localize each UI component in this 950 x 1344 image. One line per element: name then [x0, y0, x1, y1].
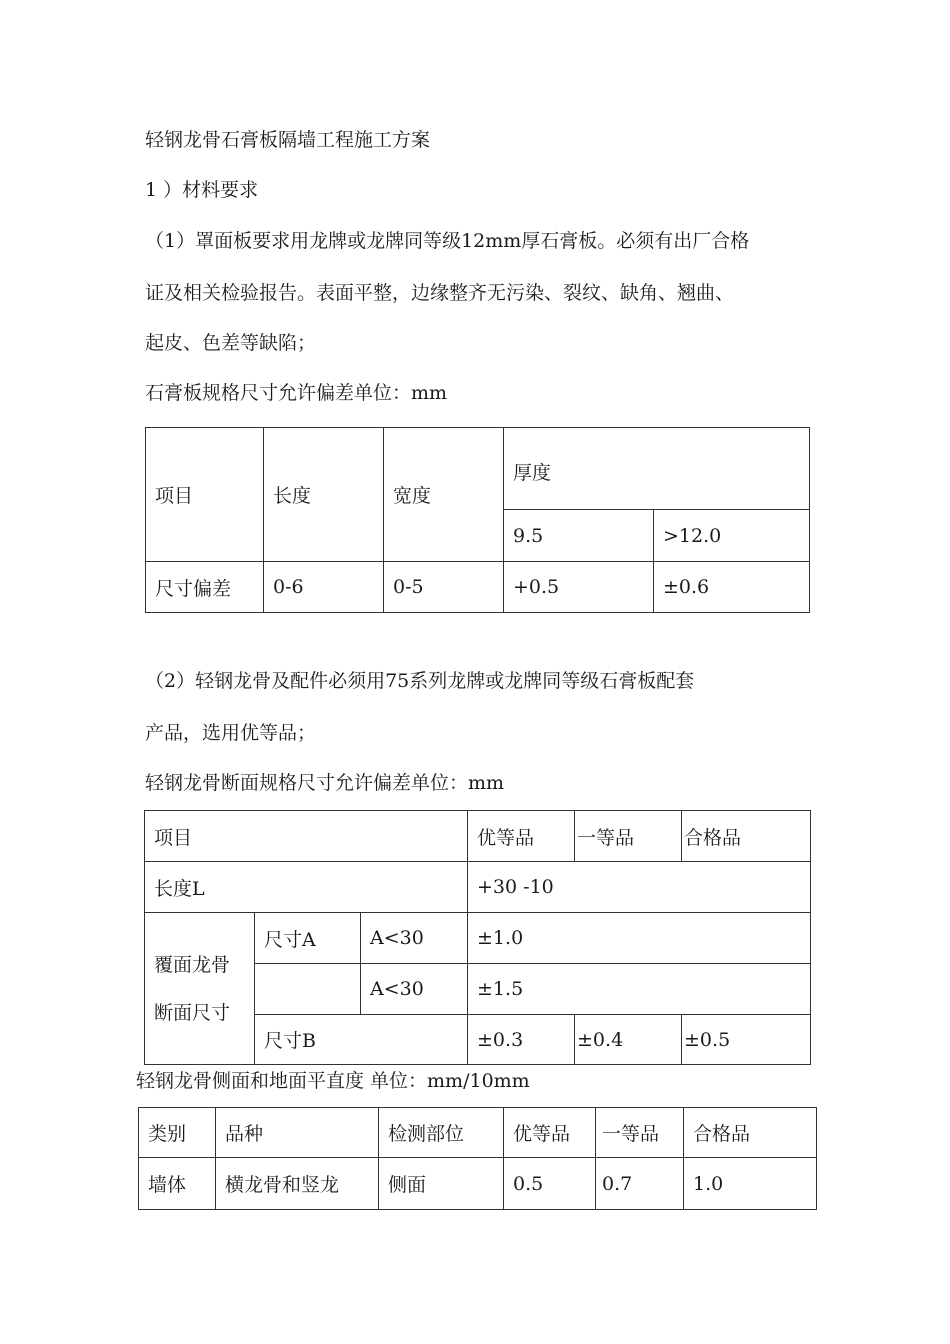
table-3-caption: 轻钢龙骨侧面和地面平直度 单位：mm/10mm [136, 1070, 530, 1092]
cell-length-tolerance: +30 -10 [468, 862, 811, 913]
cell-category: 墙体 [139, 1158, 216, 1210]
cell-grade-first: 0.7 [596, 1158, 684, 1210]
cell-condition-a-1: A<30 [361, 913, 468, 964]
cell-dimension-a-tolerance-2: ±1.5 [468, 964, 811, 1015]
table-2-caption: 轻钢龙骨断面规格尺寸允许偏差单位：mm [145, 772, 505, 794]
cell-test-location: 侧面 [379, 1158, 504, 1210]
cell-width: 0-5 [384, 562, 504, 613]
header-grade-superior: 优等品 [468, 811, 575, 862]
header-thickness: 厚度 [504, 428, 810, 510]
paragraph-2-line-2: 产品，选用优等品； [145, 722, 317, 744]
table-row [145, 913, 811, 964]
header-thickness-9-5: 9.5 [504, 510, 654, 562]
group-label-line-2: 断面尺寸 [154, 1001, 231, 1024]
table-row [146, 428, 810, 510]
keel-straightness-table [138, 1107, 817, 1210]
header-variety: 品种 [216, 1108, 379, 1158]
row-label-dimension-a: 尺寸A [255, 913, 361, 964]
header-grade-first: 一等品 [596, 1108, 684, 1158]
header-grade-superior: 优等品 [504, 1108, 596, 1158]
row-label-size-deviation: 尺寸偏差 [146, 562, 264, 613]
cell-grade-qualified: 1.0 [684, 1158, 817, 1210]
document-title: 轻钢龙骨石膏板隔墙工程施工方案 [145, 129, 431, 151]
cell-empty [255, 964, 361, 1015]
section-heading-materials: 1 ）材料要求 [145, 179, 259, 201]
table-row [139, 1108, 817, 1158]
row-label-dimension-b: 尺寸B [255, 1015, 468, 1065]
table-row [139, 1158, 817, 1210]
header-length: 长度 [264, 428, 384, 562]
cell-thickness-9-5: +0.5 [504, 562, 654, 613]
header-grade-qualified: 合格品 [684, 1108, 817, 1158]
table-row [146, 562, 810, 613]
cell-dimension-b-superior: ±0.3 [468, 1015, 575, 1065]
cell-grade-superior: 0.5 [504, 1158, 596, 1210]
cell-dimension-a-tolerance-1: ±1.0 [468, 913, 811, 964]
cell-variety: 横龙骨和竖龙 [216, 1158, 379, 1210]
group-label-cover-keel-section [145, 913, 255, 1065]
cell-length: 0-6 [264, 562, 384, 613]
cell-dimension-b-qualified: ±0.5 [682, 1015, 811, 1065]
keel-section-tolerance-table [144, 810, 811, 1065]
header-width: 宽度 [384, 428, 504, 562]
row-label-length: 长度L [145, 862, 468, 913]
paragraph-2-line-1: （2）轻钢龙骨及配件必须用75系列龙牌或龙牌同等级石膏板配套 [145, 670, 695, 692]
header-thickness-12: >12.0 [654, 510, 810, 562]
group-label-line-1: 覆面龙骨 [154, 953, 231, 976]
header-test-location: 检测部位 [379, 1108, 504, 1158]
table-row [145, 811, 811, 862]
gypsum-board-tolerance-table [145, 427, 810, 613]
cell-thickness-12: ±0.6 [654, 562, 810, 613]
header-category: 类别 [139, 1108, 216, 1158]
table-1-caption: 石膏板规格尺寸允许偏差单位：mm [145, 382, 448, 404]
cell-condition-a-2: A<30 [361, 964, 468, 1015]
cell-dimension-b-first: ±0.4 [575, 1015, 682, 1065]
header-grade-qualified: 合格品 [682, 811, 811, 862]
header-grade-first: 一等品 [575, 811, 682, 862]
header-item: 项目 [145, 811, 468, 862]
paragraph-1-line-3: 起皮、色差等缺陷； [145, 332, 317, 354]
header-item: 项目 [146, 428, 264, 562]
paragraph-1-line-2: 证及相关检验报告。表面平整，边缘整齐无污染、裂纹、缺角、翘曲、 [145, 282, 735, 304]
paragraph-1-line-1: （1）罩面板要求用龙牌或龙牌同等级12mm厚石膏板。必须有出厂合格 [145, 230, 750, 252]
table-row [145, 862, 811, 913]
